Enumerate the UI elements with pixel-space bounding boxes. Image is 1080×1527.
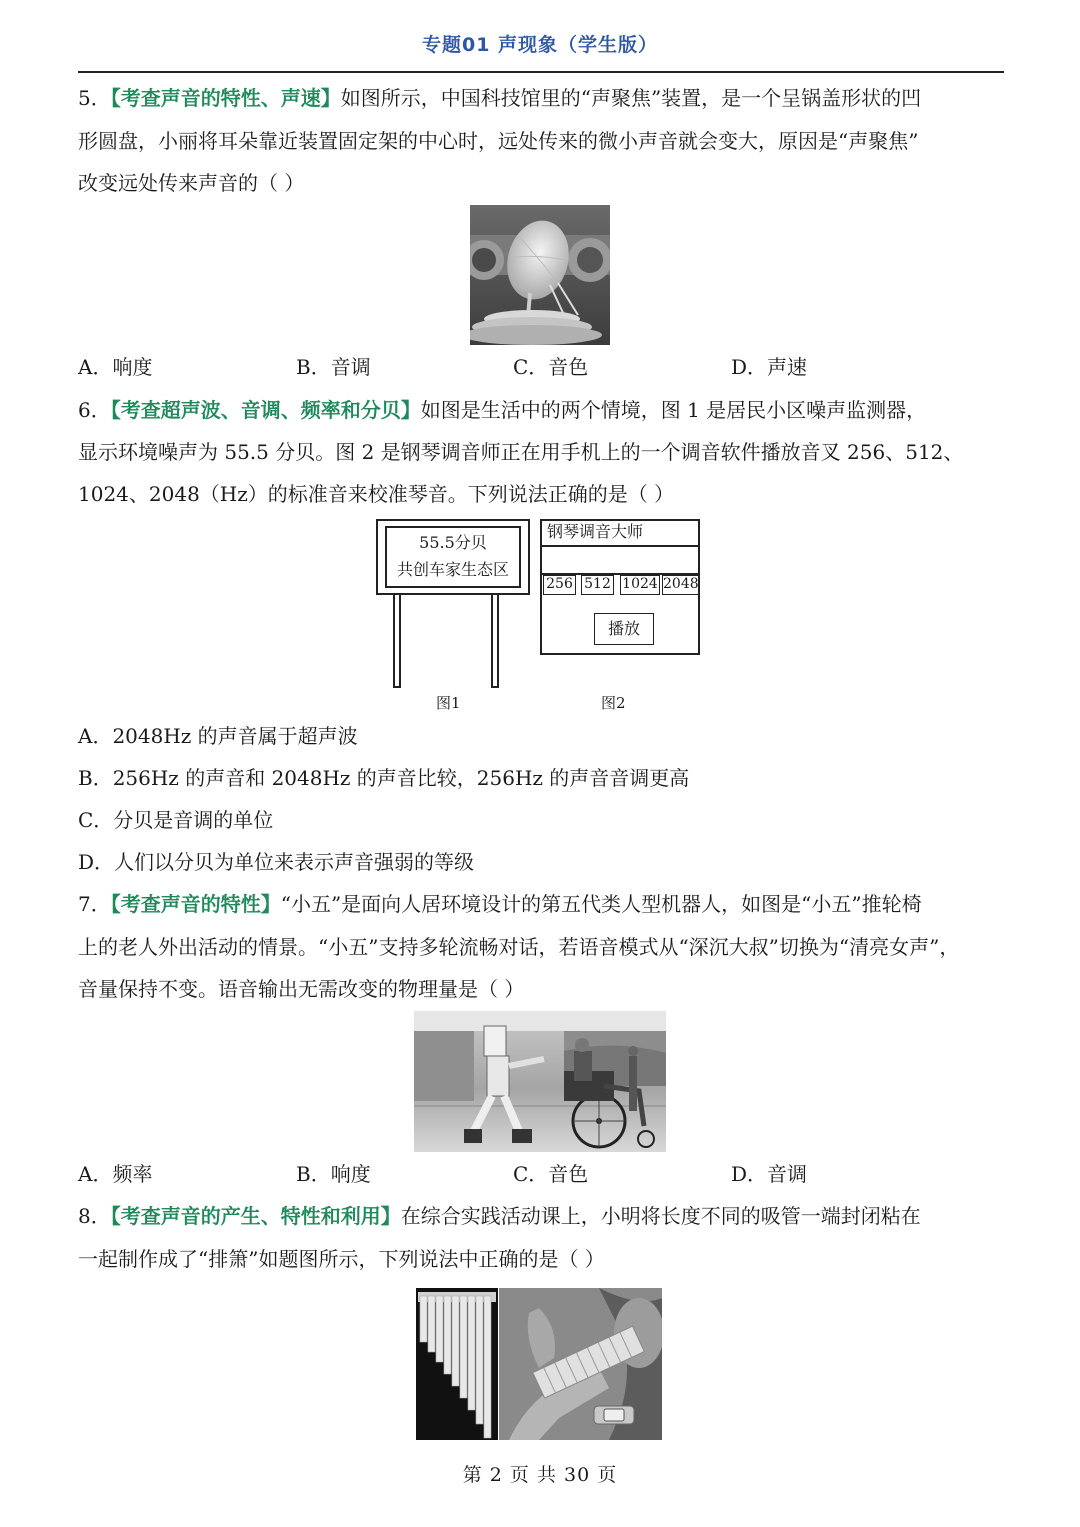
q6-tag: 【考查超声波、音调、频率和分贝】: [110, 398, 421, 422]
tuning-app-title: 钢琴调音大师: [547, 522, 644, 541]
figure2-caption: 图2: [601, 694, 626, 712]
header-divider: [78, 71, 1004, 73]
q7-option-a: A．频率: [78, 1162, 153, 1186]
q8-text1: 在综合实践活动课上，小明将长度不同的吸管一端封闭粘在: [400, 1204, 921, 1228]
sign-post-left: [393, 595, 401, 688]
q6-number: 6．: [78, 398, 111, 422]
q5-line1: [78, 83, 1008, 113]
q8-tag: 【考查声音的产生、特性和利用】: [110, 1204, 401, 1228]
q7-line3: 音量保持不变。语音输出无需改变的物理量是（ ）: [78, 977, 525, 1001]
q6-option-b: B．256Hz 的声音和 2048Hz 的声音比较，256Hz 的声音音调更高: [78, 766, 690, 790]
freq-button-2048: 2048: [662, 575, 699, 595]
q8-line1: [78, 1201, 1008, 1231]
q7-line1: [78, 889, 1008, 919]
figure1-caption: 图1: [436, 694, 461, 712]
q6-line1: [78, 395, 1008, 425]
q7-line2: 上的老人外出活动的情景。“小五”支持多轮流畅对话，若语音模式从“深沉大叔”切换为“清亮女声”，: [78, 935, 960, 959]
q5-option-d: D．声速: [731, 355, 808, 379]
q6-text1: 如图是生活中的两个情境，图 1 是居民小区噪声监测器，: [420, 398, 927, 422]
q6-option-d: D．人们以分贝为单位来表示声音强弱的等级: [78, 850, 475, 874]
q6-option-a: A．2048Hz 的声音属于超声波: [78, 724, 358, 748]
q5-option-c: C．音色: [513, 355, 589, 379]
tuning-app-title-divider: [540, 545, 700, 547]
q5-line3: 改变远处传来声音的（ ）: [78, 171, 305, 195]
q7-robot-wheelchair-photo: [414, 1011, 666, 1152]
q5-tag: 【考查声音的特性、声速】: [110, 86, 341, 110]
freq-button-256: 256: [543, 575, 576, 595]
q7-tag: 【考查声音的特性】: [110, 892, 281, 916]
play-button: 播放: [594, 613, 654, 645]
q8-number: 8．: [78, 1204, 111, 1228]
q7-text1: “小五”是面向人居环境设计的第五代类人型机器人，如图是“小五”推轮椅: [280, 892, 922, 916]
q8-playing-panpipe-photo: [499, 1288, 662, 1440]
q5-number: 5．: [78, 86, 111, 110]
q6-line3: 1024、2048（Hz）的标准音来校准琴音。下列说法正确的是（ ）: [78, 482, 675, 506]
q5-line2: 形圆盘，小丽将耳朵靠近装置固定架的中心时，远处传来的微小声音就会变大，原因是“声聚焦”: [78, 129, 919, 153]
q7-option-c: C．音色: [513, 1162, 589, 1186]
page-footer: 第 2 页 共 30 页: [462, 1464, 618, 1486]
q7-number: 7．: [78, 892, 111, 916]
freq-button-1024: 1024: [620, 575, 660, 595]
q5-option-a: A．响度: [78, 355, 153, 379]
freq-button-512: 512: [581, 575, 614, 595]
q7-option-b: B．响度: [296, 1162, 371, 1186]
q5-option-b: B．音调: [296, 355, 371, 379]
q7-option-d: D．音调: [731, 1162, 808, 1186]
page-header-title: 专题01 声现象（学生版）: [421, 34, 659, 56]
q8-line2: 一起制作成了“排箫”如题图所示，下列说法中正确的是（ ）: [78, 1247, 605, 1271]
sign-post-right: [491, 595, 499, 688]
q6-option-c: C．分贝是音调的单位: [78, 808, 274, 832]
q8-panpipe-straws-photo: [416, 1288, 498, 1440]
q5-text1: 如图所示，中国科技馆里的“声聚焦”装置，是一个呈锅盖形状的凹: [340, 86, 922, 110]
q6-line2: 显示环境噪声为 55.5 分贝。图 2 是钢琴调音师正在用手机上的一个调音软件播放音叉 256、512、: [78, 440, 964, 464]
q5-sound-focus-photo: [470, 205, 610, 345]
noise-reading: 55.5分贝: [419, 533, 487, 552]
noise-sign-slogan: 共创车家生态区: [396, 560, 509, 579]
